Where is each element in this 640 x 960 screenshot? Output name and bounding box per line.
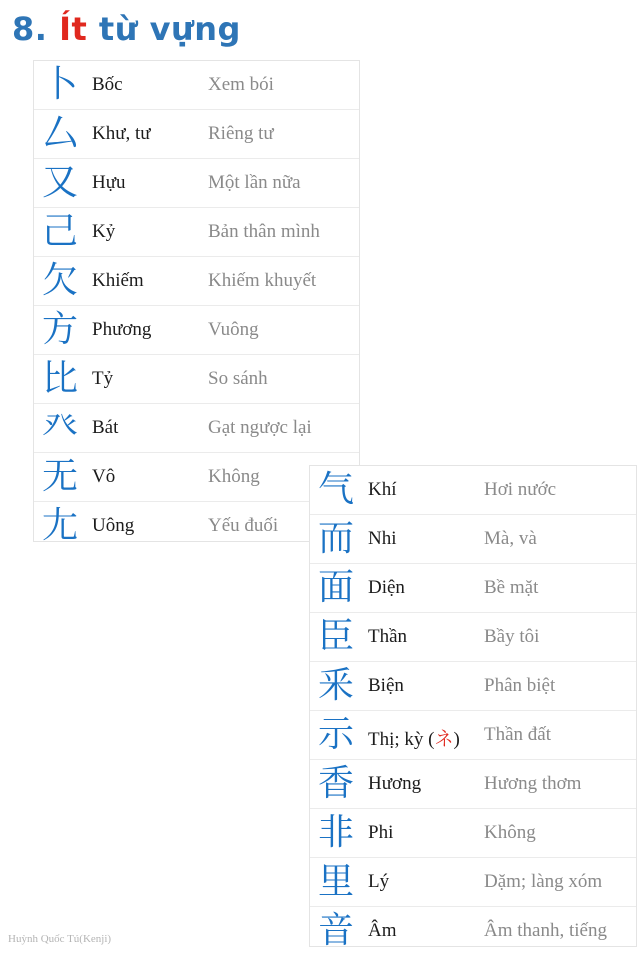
kanji-character: 欠	[41, 260, 78, 301]
vocab-row	[310, 907, 636, 955]
kanji-character: 己	[41, 211, 78, 252]
meaning: Gạt ngược lại	[208, 417, 312, 438]
kanji-character: 面	[317, 567, 354, 608]
meaning: Một lần nữa	[208, 172, 301, 193]
sino-vietnamese-reading: Uông	[92, 515, 135, 536]
sino-vietnamese-reading: Phương	[92, 319, 152, 340]
sino-vietnamese-reading: Thần	[368, 626, 408, 647]
meaning: Yếu đuối	[208, 515, 279, 536]
sino-vietnamese-reading: Lý	[368, 871, 390, 892]
vocab-row	[310, 858, 636, 907]
kanji-character: 无	[41, 456, 78, 497]
sino-vietnamese-reading: Diện	[368, 577, 405, 598]
sino-vietnamese-reading: Biện	[368, 675, 404, 696]
kanji-character: 非	[317, 812, 354, 853]
vocab-row	[310, 515, 636, 564]
vocab-row	[34, 355, 359, 404]
sino-vietnamese-reading	[368, 724, 460, 751]
sino-vietnamese-reading: Khiếm	[92, 270, 144, 291]
sino-vietnamese-reading: Bốc	[92, 74, 123, 95]
title-rest: từ vựng	[87, 10, 241, 48]
vocab-row	[34, 257, 359, 306]
sino-vietnamese-reading: Kỷ	[92, 221, 116, 242]
meaning: Thần đất	[484, 724, 552, 745]
vocab-row	[310, 662, 636, 711]
kanji-character: 示	[317, 714, 354, 755]
vocab-row	[34, 110, 359, 159]
reading-close-paren: )	[453, 729, 460, 750]
sino-vietnamese-reading: Vô	[92, 466, 116, 487]
page-title	[12, 10, 241, 48]
kanji-character: 方	[41, 309, 78, 350]
sino-vietnamese-reading: Phi	[368, 822, 394, 843]
sino-vietnamese-reading: Âm	[368, 920, 397, 941]
kanji-character: 釆	[317, 665, 354, 706]
kanji-character: 比	[41, 358, 78, 399]
meaning: Xem bói	[208, 74, 274, 95]
vocab-row	[310, 466, 636, 515]
meaning: Riêng tư	[208, 123, 274, 144]
sino-vietnamese-reading: Hương	[368, 773, 422, 794]
kanji-character: 香	[317, 763, 354, 804]
vocab-row	[310, 760, 636, 809]
kanji-character: 尢	[41, 505, 78, 546]
author-credit: Huỳnh Quốc Tú(Kenji)	[8, 933, 112, 945]
title-accent-word: Ít	[59, 10, 88, 48]
sino-vietnamese-reading: Khí	[368, 479, 397, 500]
meaning: Bầy tôi	[484, 626, 540, 647]
kanji-character: 厶	[41, 113, 78, 154]
reading-text: Thị; kỳ (	[368, 729, 435, 750]
sino-vietnamese-reading: Hựu	[92, 172, 126, 193]
vocab-row	[310, 711, 636, 760]
meaning: Âm thanh, tiếng	[484, 920, 607, 941]
kanji-character: 癶	[41, 407, 78, 448]
vocab-row	[34, 61, 359, 110]
meaning: Dặm; làng xóm	[484, 871, 603, 892]
meaning: Mà, và	[484, 528, 537, 549]
kanji-character: 而	[317, 518, 354, 559]
meaning: Bản thân mình	[208, 221, 320, 242]
vocab-row	[310, 809, 636, 858]
sino-vietnamese-reading: Bát	[92, 417, 119, 438]
vocab-row	[34, 208, 359, 257]
meaning: Khiếm khuyết	[208, 270, 317, 291]
vocab-row	[310, 564, 636, 613]
vocab-row	[310, 613, 636, 662]
radical-variant: ネ	[434, 729, 454, 750]
meaning: Không	[484, 822, 536, 843]
vocab-row	[34, 404, 359, 453]
meaning: Phân biệt	[484, 675, 556, 696]
vocab-row	[34, 159, 359, 208]
vocab-table-2	[309, 465, 637, 951]
meaning: Vuông	[208, 319, 259, 340]
title-number: 8.	[12, 10, 60, 48]
meaning: Bề mặt	[484, 577, 539, 598]
kanji-character: 气	[317, 469, 354, 510]
meaning: Hương thơm	[484, 773, 582, 794]
meaning: Không	[208, 466, 260, 487]
kanji-character: 音	[317, 910, 354, 951]
meaning: Hơi nước	[484, 479, 557, 500]
kanji-character: 卜	[41, 64, 78, 105]
meaning: So sánh	[208, 368, 268, 389]
vocab-row	[34, 306, 359, 355]
kanji-character: 又	[41, 162, 78, 203]
sino-vietnamese-reading: Tỷ	[92, 368, 114, 389]
kanji-character: 臣	[317, 616, 354, 657]
sino-vietnamese-reading: Nhi	[368, 528, 397, 549]
kanji-character: 里	[317, 861, 354, 902]
sino-vietnamese-reading: Khư, tư	[92, 123, 151, 144]
